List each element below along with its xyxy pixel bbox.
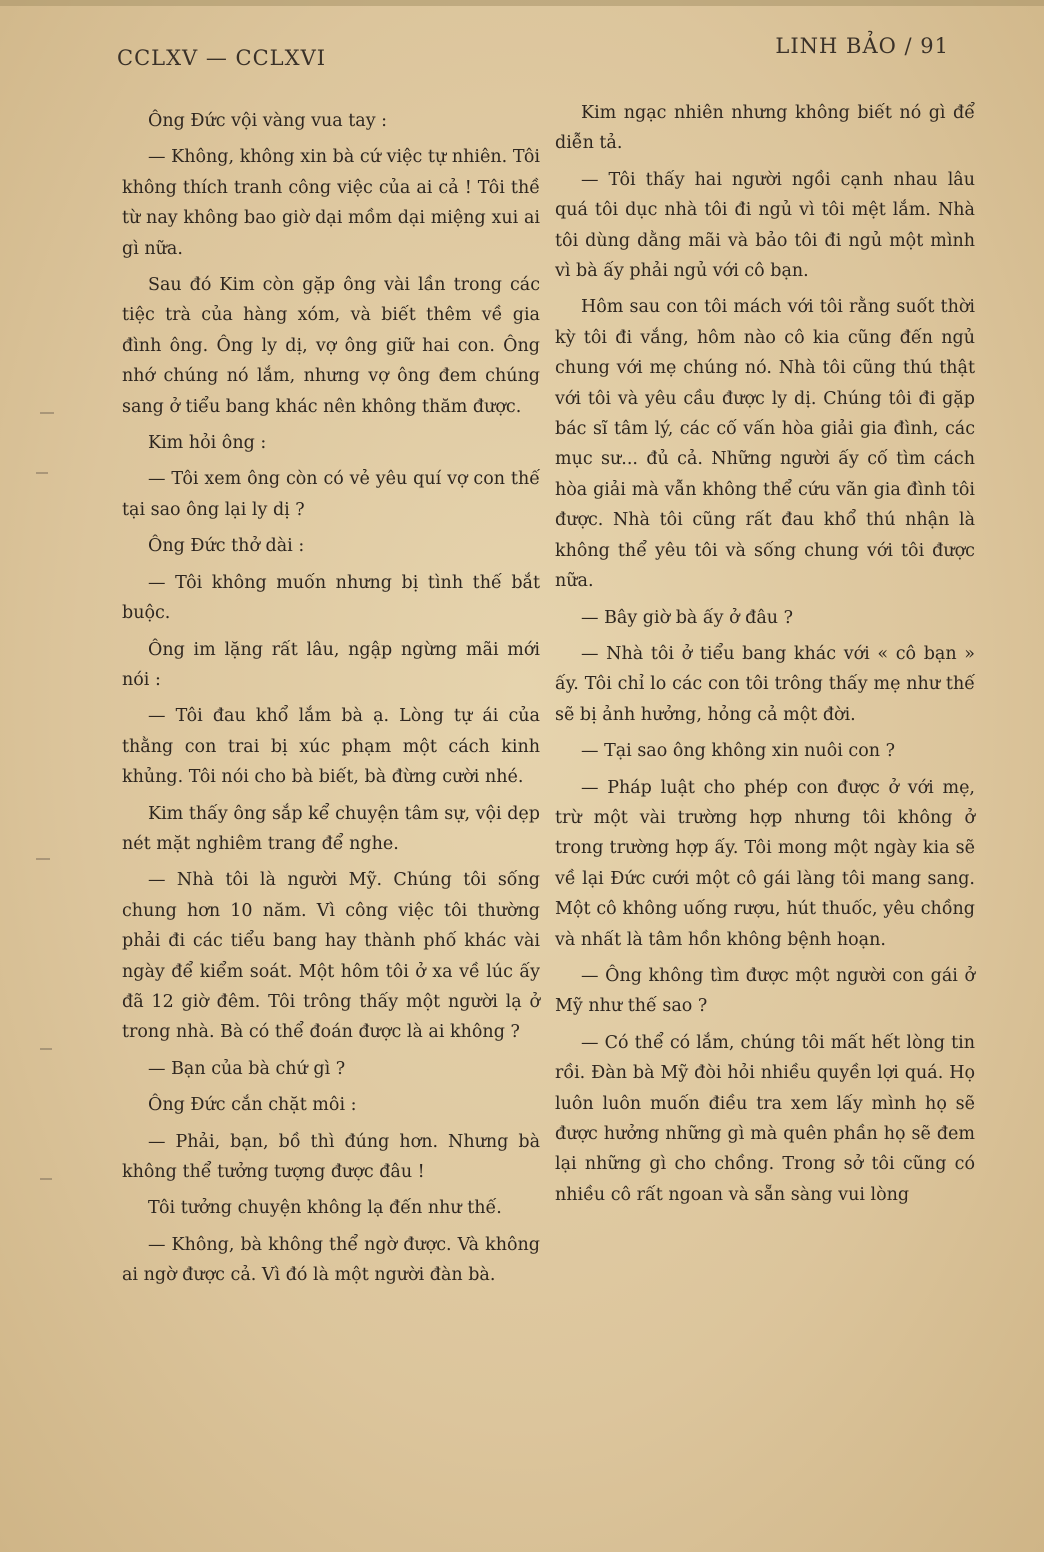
margin-mark [40,412,54,414]
paragraph: — Không, bà không thể ngờ được. Và không ai ngờ được cả. Vì đó là một người đàn bà. [122,1234,540,1286]
paragraph: — Không, không xin bà cứ việc tự nhiên. Tôi không thích tranh công việc của ai cả ! Tôi thề từ nay không bao giờ dại mồm dại miệng xui ai gì nữa. [122,147,540,259]
chapter-header: CCLXV — CCLXVI [117,46,327,70]
paragraph: Ông Đức cắn chặt môi : [148,1095,357,1116]
author-page-number: LINH BẢO / 91 [775,34,949,58]
top-edge-rule [0,0,1044,6]
paragraph: — Tại sao ông không xin nuôi con ? [581,741,895,762]
paragraph: — Nhà tôi ở tiểu bang khác với « cô bạn » ấy. Tôi chỉ lo các con tôi trông thấy mẹ như thế sẽ bị ảnh hưởng, hỏng cả một đời. [555,643,975,725]
paragraph: Kim thấy ông sắp kể chuyện tâm sự, vội dẹp nét mặt nghiêm trang để nghe. [122,803,540,854]
paragraph: — Pháp luật cho phép con được ở với mẹ, trừ một vài trường hợp nhưng tôi không ở trong trường hợp ấy. Tôi mong một ngày kia sẽ về lại Đức cưới một cô gái làng tôi mang sang. Một cô không uống rượu, hút thuốc, yêu chồng và nhất là tâm hồn không bệnh hoạn. [555,777,975,950]
right-column [555,98,975,1210]
paragraph: — Phải, bạn, bồ thì đúng hơn. Nhưng bà không thể tưởng tượng được đâu ! [122,1131,540,1182]
paragraph: — Tôi thấy hai người ngồi cạnh nhau lâu quá tôi dục nhà tôi đi ngủ vì tôi mệt lắm. Nhà tôi dùng dằng mãi và bảo tôi đi ngủ một mình vì bà ấy phải ngủ với cô bạn. [555,169,975,282]
paragraph: — Tôi không muốn nhưng bị tình thế bắt buộc. [122,572,540,624]
paragraph: Kim hỏi ông : [148,433,267,454]
paragraph: Kim ngạc nhiên nhưng không biết nó gì để diễn tả. [555,103,975,154]
paragraph: Sau đó Kim còn gặp ông vài lần trong các tiệc trà của hàng xóm, và biết thêm về gia đình ông. Ông ly dị, vợ ông giữ hai con. Ông nhớ chúng nó lắm, nhưng vợ ông đem chúng sang ở tiểu bang khác nên không thăm được. [122,275,540,417]
margin-mark [36,858,50,860]
paragraph: — Bạn của bà chứ gì ? [148,1058,346,1079]
paragraph: — Tôi đau khổ lắm bà ạ. Lòng tự ái của thằng con trai bị xúc phạm một cách kinh khủng. Tôi nói cho bà biết, bà đừng cười nhé. [122,706,540,788]
paragraph: — Ông không tìm được một người con gái ở Mỹ như thế sao ? [555,965,975,1017]
margin-mark [40,1048,52,1050]
paragraph: Ông Đức thở dài : [148,536,305,557]
paragraph: Tôi tưởng chuyện không lạ đến như thế. [148,1198,502,1219]
margin-mark [40,1178,52,1180]
paragraph: Ông im lặng rất lâu, ngập ngừng mãi mới nói : [122,639,540,690]
paragraph: — Bây giờ bà ấy ở đâu ? [581,607,794,628]
paragraph: — Nhà tôi là người Mỹ. Chúng tôi sống chung hơn 10 năm. Vì công việc tôi thường phải đi các tiểu bang hay thành phố khác vài ngày để kiểm soát. Một hôm tôi ở xa về lúc ấy đã 12 giờ đêm. Tôi trông thấy một người lạ ở trong nhà. Bà có thể đoán được là ai không ? [122,870,540,1043]
paragraph: — Có thể có lắm, chúng tôi mất hết lòng tin rồi. Đàn bà Mỹ đòi hỏi nhiều quyền lợi quá. Họ luôn luôn muốn điều tra xem lấy mình họ sẽ được hưởng những gì mà quên phần họ sẽ đem lại những gì cho chồng. Trong sở tôi cũng có nhiều cô rất ngoan và sẵn sàng vui lòng [555,1032,975,1205]
paragraph: — Tôi xem ông còn có vẻ yêu quí vợ con thế tại sao ông lại ly dị ? [122,469,540,520]
paragraph: Hôm sau con tôi mách với tôi rằng suốt thời kỳ tôi đi vắng, hôm nào cô kia cũng đến ngủ chung với mẹ chúng nó. Nhà tôi cũng thú thật với tôi và yêu cầu được ly dị. Chúng tôi đi gặp bác sĩ tâm lý, các cố vấn hòa giải gia đình, các mục sư... đủ cả. Những người ấy cố tìm cách hòa giải mà vẫn không thể cứu vãn gia đình tôi được. Nhà tôi cũng rất đau khổ thú nhận là không thể yêu tôi và sống chung với tôi được nữa. [555,297,975,592]
paragraph: Ông Đức vội vàng vua tay : [148,111,388,131]
margin-mark [36,472,48,474]
left-column [122,106,540,1291]
